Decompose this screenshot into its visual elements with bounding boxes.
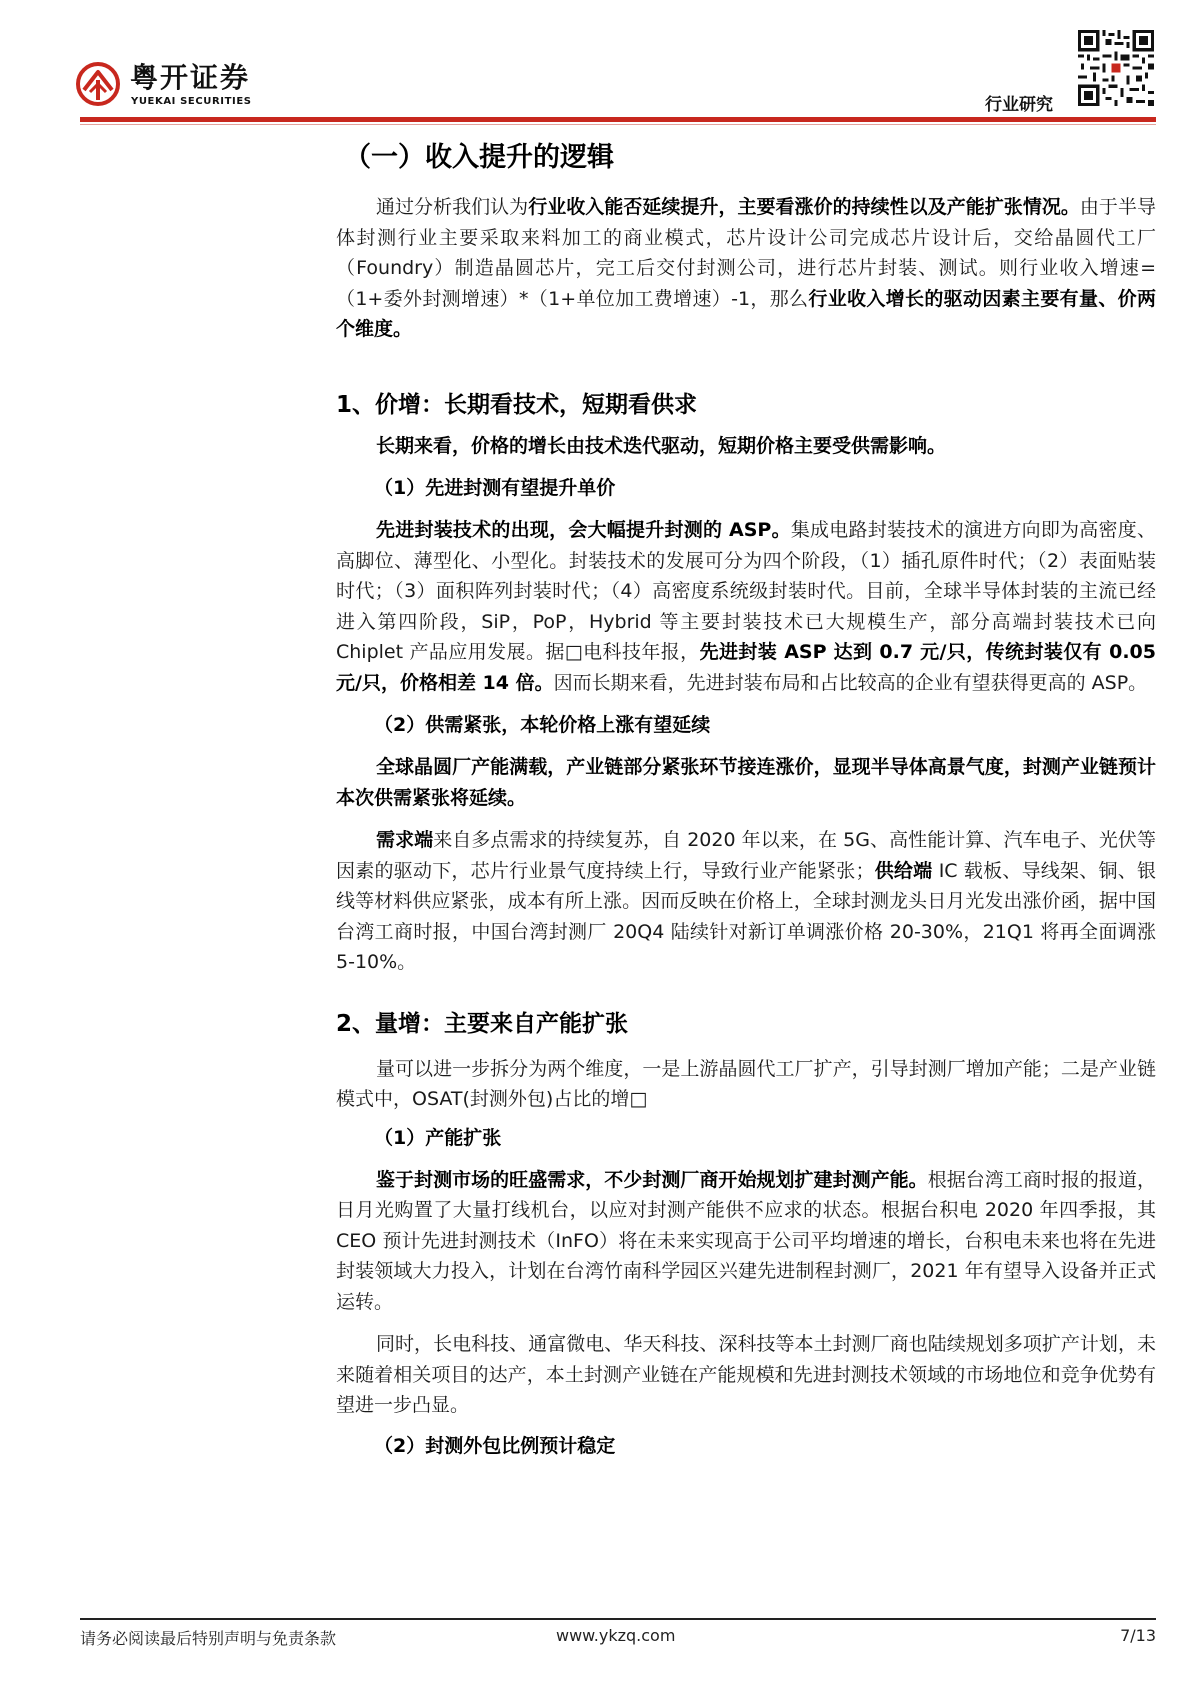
paragraph-volume: 量可以进一步拆分为两个维度，一是上游晶圆代工厂扩产，引导封测厂增加产能；二是产业链模式中，OSAT(封测外包)占比的增□: [336, 1057, 1156, 1110]
qr-code-icon: [1078, 30, 1154, 106]
brand-name-en: YUEKAI SECURITIES: [131, 96, 252, 107]
paragraph-revenue-drivers: [336, 192, 1156, 345]
emphasis-text: 先进封装 ASP 达到 0.7 元/只，传统封装仅有 0.05 元/只，价格相差 14 倍。: [336, 641, 1156, 694]
footer-disclaimer: 请务必阅读最后特别声明与免责条款: [80, 1629, 337, 1648]
heading-advanced-packaging-price: （1）先进封测有望提升单价: [374, 477, 616, 499]
yuekai-logo-icon: [76, 62, 120, 106]
body-text: 通过分析我们认为: [376, 196, 529, 218]
header-divider-thin: [80, 124, 1156, 125]
emphasis-text: 先进封装技术的出现，会大幅提升封测的 ASP。: [376, 519, 791, 541]
report-type-label: 行业研究: [985, 95, 1053, 115]
brand-logo: [76, 60, 276, 110]
body-text: IC 载板、导线架、铜、银线等材料供应紧张，成本有所上涨。因而反映在价格上，全球封测龙头日月光发出涨价函，据中国台湾工商时报，中国台湾封测厂 20Q4 陆续针对新订单调涨价格 20-30%，21Q1 将再全面调涨 5-10%。: [336, 859, 1156, 973]
body-text: 根据台湾工商时报的报道，日月光购置了大量打线机台，以应对封测产能供不应求的状态。根据台积电 2020 年四季报，其 CEO 预计先进封测技术（InFO）将在未来实现高于公司平均增速的增长，台积电未来也将在先进封装领域大力投入，计划在台湾竹南科学园区兴建先进制程封测厂，2021 年有望导入设备并正式运转。: [336, 1168, 1156, 1313]
emphasis-text: 行业收入能否延续提升，主要看涨价的持续性以及产能扩张情况。: [528, 196, 1080, 218]
body-text: 来自多点需求的持续复苏，自 2020 年以来，在 5G、高性能计算、汽车电子、光伏等因素的驱动下，芯片行业景气度持续上行，导致行业产能紧张；: [336, 829, 1156, 882]
subsection-heading-price: 1、价增：长期看技术，短期看供求: [336, 391, 698, 418]
heading-supply-demand: （2）供需紧张，本轮价格上涨有望延续: [374, 714, 711, 736]
body-text: 由于半导体封测行业主要采取来料加工的商业模式，芯片设计公司完成芯片设计后，交给晶圆代工厂（Foundry）制造晶圆芯片，完工后交付封测公司，进行芯片封装、测试。则行业收入增速=（1+委外封测增速）*（1+单位加工费增速）-1，那么: [336, 196, 1156, 310]
footer-website-link[interactable]: www.ykzq.com: [556, 1626, 676, 1645]
emphasis-text: 鉴于封测市场的旺盛需求，不少封测厂商开始规划扩建封测产能。: [376, 1168, 928, 1191]
footer-page-number: 7/13: [1120, 1626, 1156, 1645]
paragraph-local-vendors: 同时，长电科技、通富微电、华天科技、深科技等本土封测厂商也陆续规划多项扩产计划，未来随着相关项目的达产，本土封测产业链在产能规模和先进封测技术领域的市场地位和竞争优势有望进一步凸显。: [336, 1333, 1156, 1416]
page-header: [0, 0, 1200, 130]
heading-outsourcing-ratio: （2）封测外包比例预计稳定: [374, 1434, 616, 1457]
emphasis-text: 行业收入增长的驱动因素主要有量、价两个维度。: [336, 287, 1156, 340]
report-body: [336, 132, 1156, 1461]
footer-divider: [80, 1618, 1156, 1620]
body-text: 集成电路封装技术的演进方向即为高密度、高脚位、薄型化、小型化。封装技术的发展可分为四个阶段，（1）插孔原件时代；（2）表面贴装时代；（3）面积阵列封装时代；（4）高密度系统级封装时代。目前，全球半导体封装的主流已经进入第四阶段，SiP，PoP，Hybrid 等主要封装技术已大规模生产，部分高端封装技术已向 Chiplet 产品应用发展。据□电科技年报，: [336, 519, 1156, 663]
brand-name-cn: 粤开证券: [130, 61, 251, 94]
emphasis-text: 供给端: [874, 859, 933, 882]
paragraph-capacity-expansion: [336, 1165, 1156, 1318]
paragraph-price-lead: 长期来看，价格的增长由技术迭代驱动，短期价格主要受供需影响。: [376, 434, 947, 457]
subsection-heading-volume: 2、量增：主要来自产能扩张: [336, 1010, 629, 1037]
heading-capacity-expansion: （1）产能扩张: [374, 1126, 502, 1149]
header-divider: [80, 117, 1156, 122]
emphasis-text: 需求端: [376, 829, 434, 851]
section-heading-revenue-logic: （一）收入提升的逻辑: [344, 142, 614, 173]
paragraph-supply-lead: 全球晶圆厂产能满载，产业链部分紧张环节接连涨价，显现半导体高景气度，封测产业链预计本次供需紧张将延续。: [336, 756, 1156, 809]
paragraph-demand-supply: [336, 825, 1156, 978]
paragraph-advanced-packaging: [336, 515, 1156, 698]
body-text: 因而长期来看，先进封装布局和占比较高的企业有望获得更高的 ASP。: [553, 671, 1148, 694]
